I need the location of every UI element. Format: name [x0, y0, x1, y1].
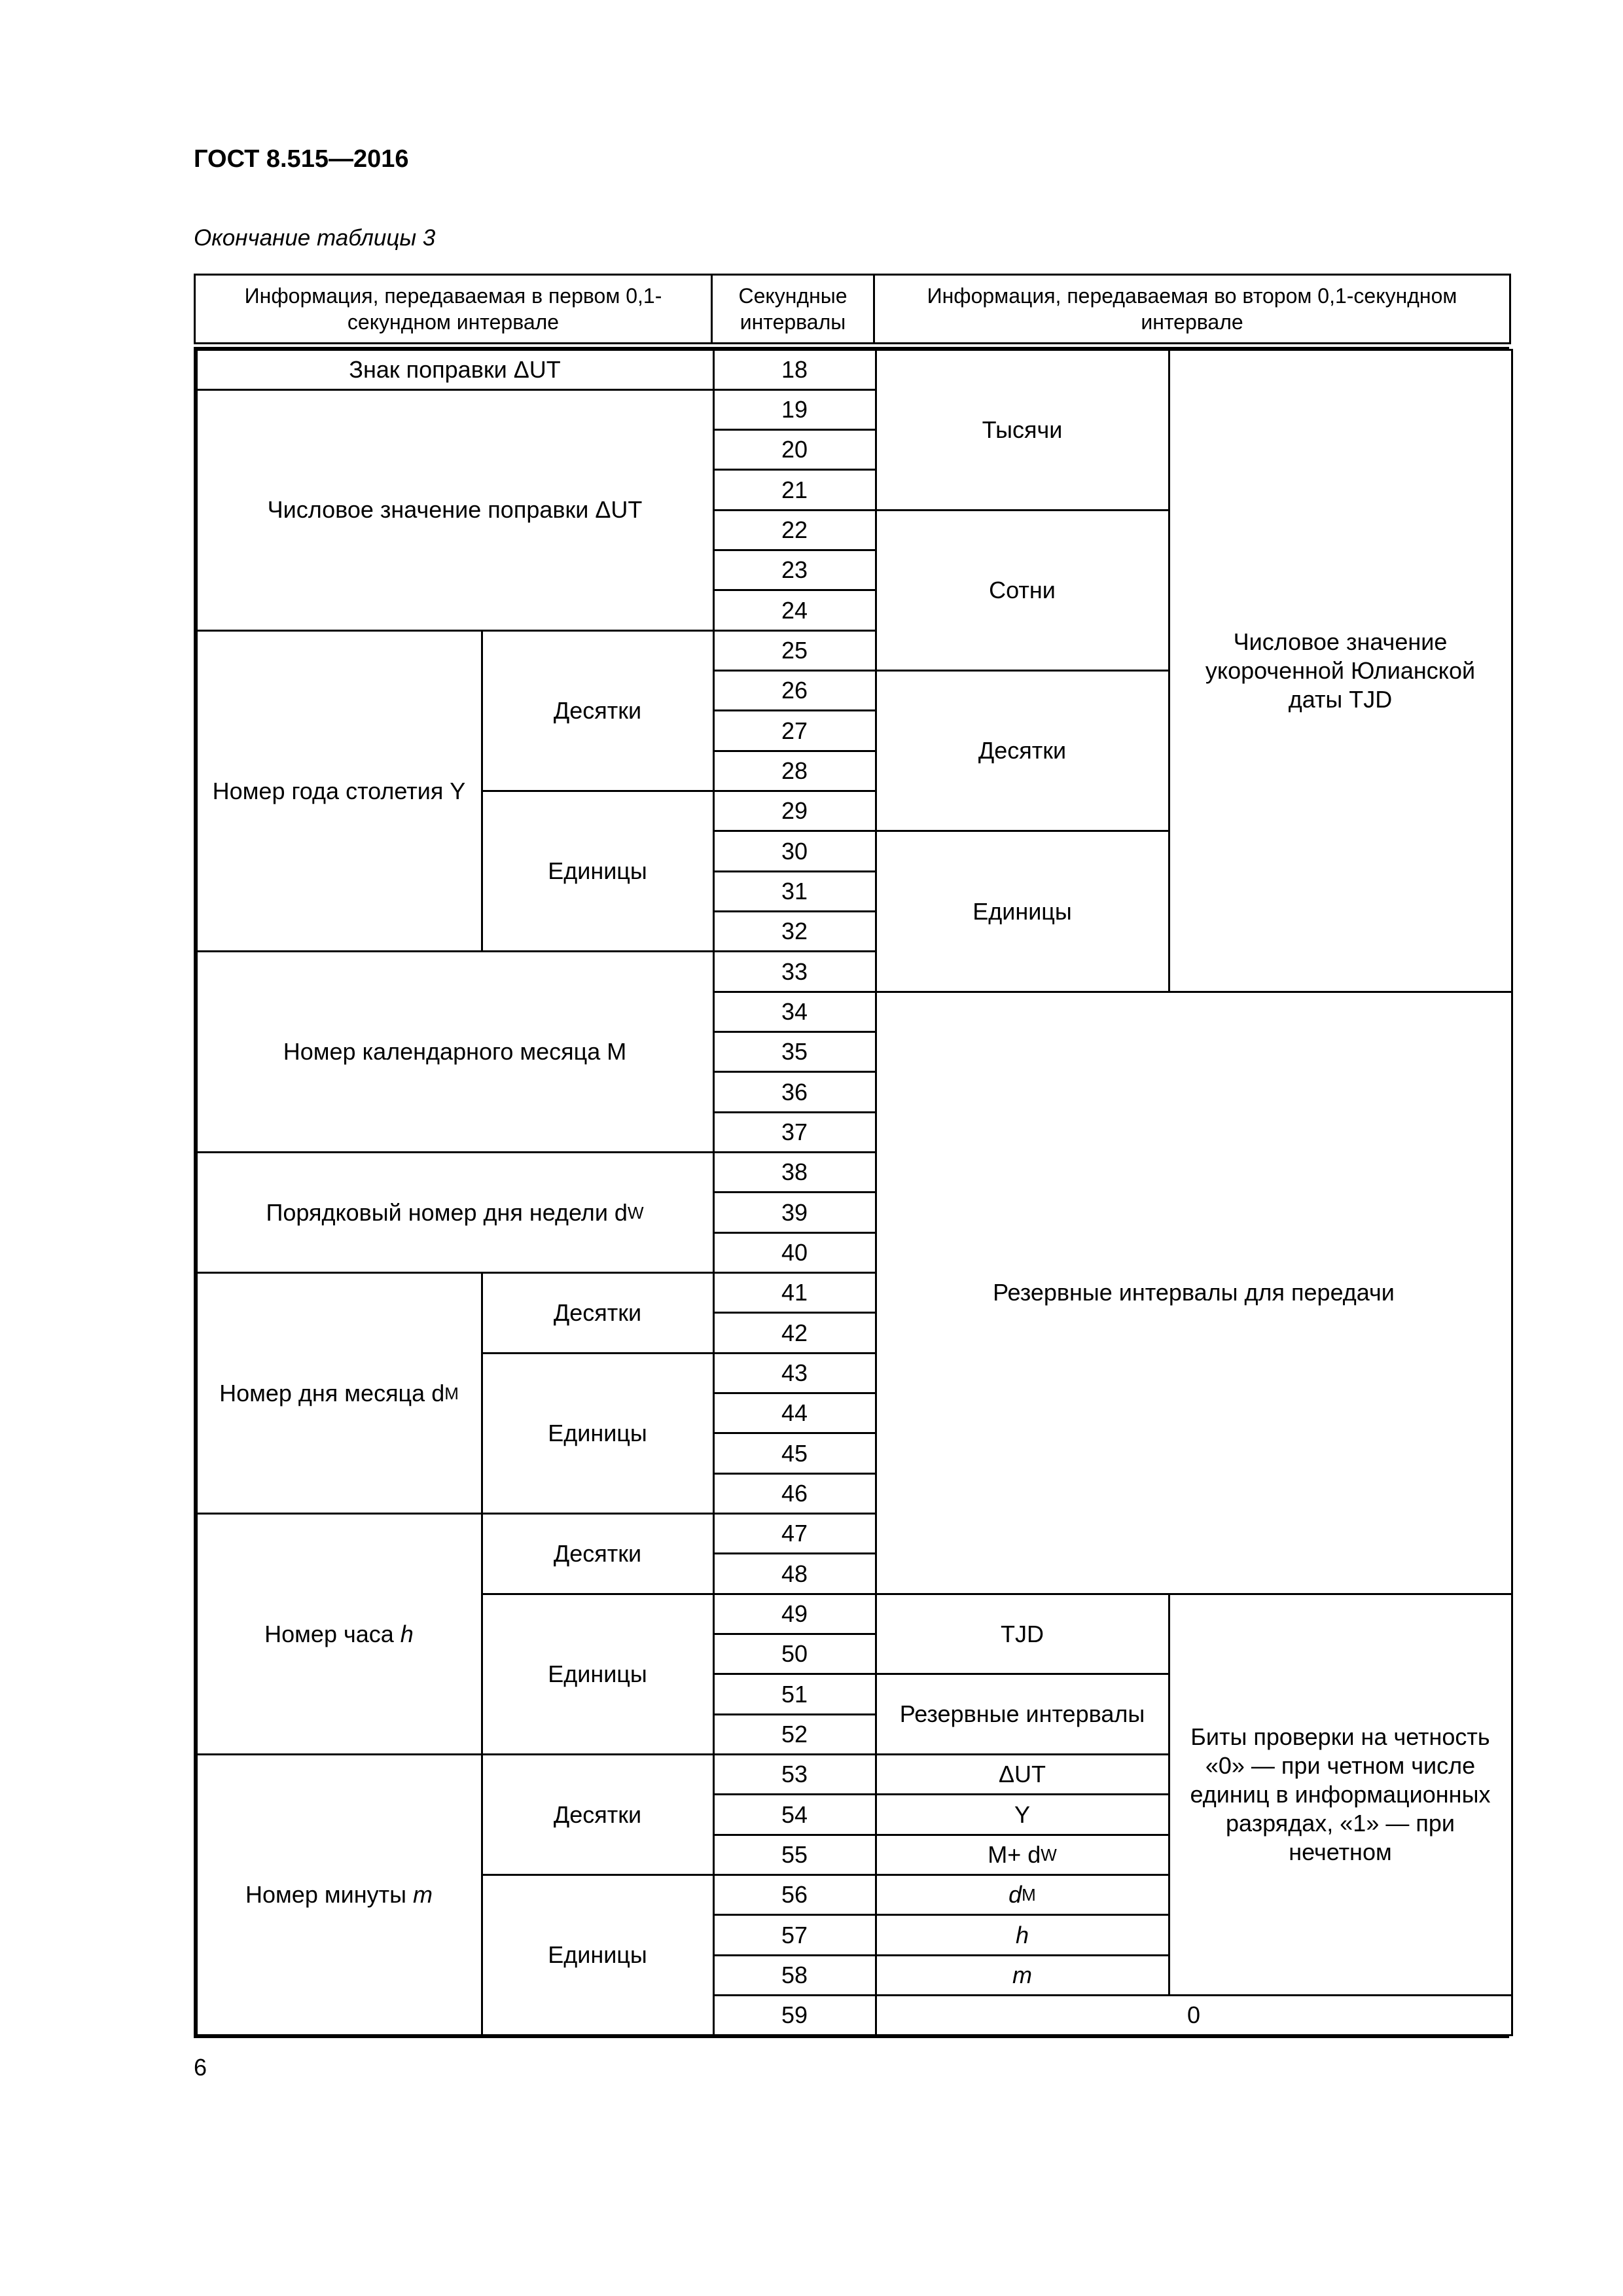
interval-cell: 54	[713, 1793, 877, 1835]
interval-cell: 46	[713, 1473, 877, 1515]
parity-dm-label: d	[1008, 1881, 1022, 1909]
day-subscript: M	[444, 1383, 459, 1403]
column-header-second-interval-info: Информация, передаваемая во втором 0,1-секундном интервале	[874, 275, 1510, 344]
cell-year-units: Единицы	[481, 790, 715, 952]
cell-tjd-units: Единицы	[875, 830, 1170, 992]
interval-cell: 25	[713, 630, 877, 672]
interval-cell: 21	[713, 469, 877, 511]
cell-year-tens: Десятки	[481, 630, 715, 792]
interval-cell: 32	[713, 910, 877, 952]
cell-reserve-intervals: Резервные интервалы	[875, 1673, 1170, 1755]
parity-mdw-label: M+ d	[988, 1840, 1041, 1868]
day-label: Номер дня месяца d	[219, 1379, 445, 1407]
cell-tjd-thousands: Тысячи	[875, 349, 1170, 511]
interval-cell: 26	[713, 670, 877, 711]
interval-cell: 31	[713, 870, 877, 912]
interval-cell: 19	[713, 389, 877, 431]
interval-cell: 30	[713, 830, 877, 872]
column-header-first-interval: Информация, передаваемая в первом 0,1-секундном интервале	[195, 275, 712, 344]
page-number: 6	[194, 2054, 207, 2081]
hour-var: h	[400, 1620, 414, 1647]
table-caption: Окончание таблицы 3	[194, 225, 436, 251]
cell-month: Номер календарного месяца M	[196, 950, 715, 1153]
interval-cell: 47	[713, 1513, 877, 1554]
cell-year: Номер года столетия Y	[196, 630, 483, 953]
hour-label: Номер часа	[264, 1620, 394, 1647]
table-header	[194, 274, 1511, 344]
cell-day	[196, 1272, 483, 1515]
interval-cell: 20	[713, 429, 877, 471]
cell-tjd-tens: Десятки	[875, 670, 1170, 832]
interval-cell: 23	[713, 549, 877, 591]
interval-cell: 44	[713, 1392, 877, 1434]
interval-cell: 37	[713, 1111, 877, 1153]
cell-tjd-hundreds: Сотни	[875, 509, 1170, 672]
interval-cell: 52	[713, 1713, 877, 1755]
cell-minute-tens: Десятки	[481, 1753, 715, 1876]
interval-cell: 24	[713, 589, 877, 631]
cell-parity-h	[875, 1914, 1170, 1956]
weekday-subscript: W	[627, 1202, 644, 1223]
table-body	[194, 347, 1509, 2038]
interval-cell: 22	[713, 509, 877, 551]
interval-cell: 28	[713, 750, 877, 792]
interval-cell: 35	[713, 1031, 877, 1073]
interval-cell: 50	[713, 1633, 877, 1675]
interval-cell: 57	[713, 1914, 877, 1956]
interval-cell: 42	[713, 1312, 877, 1354]
cell-day-tens: Десятки	[481, 1272, 715, 1354]
cell-parity-label: Биты проверки на четность «0» — при четном числе единиц в информационных разрядах, «1» — при нечетном	[1168, 1593, 1513, 1996]
interval-cell: 58	[713, 1954, 877, 1996]
interval-cell: 48	[713, 1552, 877, 1594]
parity-h-label: h	[1015, 1921, 1029, 1948]
parity-dm-subscript: M	[1022, 1885, 1036, 1905]
column-header-second-intervals: Секундные интервалы	[712, 275, 874, 344]
weekday-label: Порядковый номер дня недели d	[266, 1198, 628, 1226]
cell-day-units: Единицы	[481, 1352, 715, 1515]
interval-cell: 45	[713, 1432, 877, 1474]
cell-tjd-label: Числовое значение укороченной Юлианской даты TJD	[1168, 349, 1513, 993]
cell-minute	[196, 1753, 483, 2036]
parity-mdw-subscript: W	[1041, 1844, 1057, 1865]
interval-cell: 33	[713, 950, 877, 992]
interval-cell: 38	[713, 1151, 877, 1193]
cell-zero: 0	[875, 1994, 1513, 2036]
cell-parity-dm	[875, 1874, 1170, 1916]
interval-cell: 55	[713, 1834, 877, 1876]
cell-parity-m	[875, 1954, 1170, 1996]
cell-value-dut: Числовое значение поправки ΔUT	[196, 389, 715, 632]
parity-m-label: m	[1012, 1961, 1032, 1988]
cell-reserve-transfer: Резервные интервалы для передачи	[875, 991, 1513, 1595]
interval-cell: 34	[713, 991, 877, 1033]
interval-cell: 53	[713, 1753, 877, 1795]
cell-minute-units: Единицы	[481, 1874, 715, 2036]
interval-cell: 29	[713, 790, 877, 832]
interval-cell: 27	[713, 709, 877, 751]
cell-weekday	[196, 1151, 715, 1274]
interval-cell: 18	[713, 349, 877, 391]
document-header: ГОСТ 8.515—2016	[194, 145, 409, 173]
interval-cell: 40	[713, 1232, 877, 1274]
interval-cell: 36	[713, 1071, 877, 1113]
interval-cell: 51	[713, 1673, 877, 1715]
interval-cell: 39	[713, 1191, 877, 1233]
cell-hour-units: Единицы	[481, 1593, 715, 1755]
interval-cell: 59	[713, 1994, 877, 2036]
interval-cell: 56	[713, 1874, 877, 1916]
cell-sign-dut: Знак поправки ΔUT	[196, 349, 715, 391]
cell-tjd-parity-group: TJD	[875, 1593, 1170, 1676]
interval-cell: 49	[713, 1593, 877, 1635]
interval-cell: 43	[713, 1352, 877, 1394]
cell-parity-dut: ΔUT	[875, 1753, 1170, 1795]
interval-cell: 41	[713, 1272, 877, 1314]
cell-hour-tens: Десятки	[481, 1513, 715, 1595]
minute-var: m	[412, 1881, 433, 1909]
cell-parity-y: Y	[875, 1793, 1170, 1835]
cell-parity-mdw	[875, 1834, 1170, 1876]
minute-label: Номер минуты	[245, 1881, 406, 1909]
cell-hour	[196, 1513, 483, 1755]
